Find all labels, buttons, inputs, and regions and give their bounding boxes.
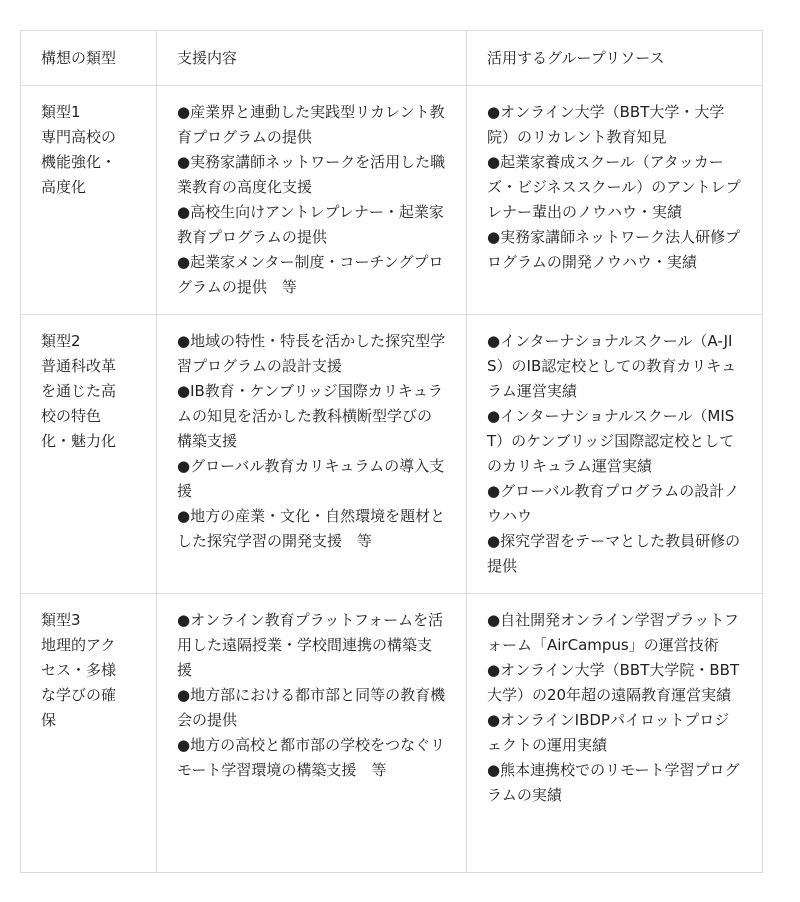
support-item: ●地方の産業・文化・自然環境を題材とした探究学習の開発支援 等 [177,507,446,550]
type-cell [21,315,157,594]
resource-list [487,608,742,808]
support-item: ●地方の高校と都市部の学校をつなぐリモート学習環境の構築支援 等 [177,736,446,779]
support-item: ●グローバル教育カリキュラムの導入支援 [177,457,445,500]
type-cell [21,86,157,315]
resource-cell [467,86,763,315]
resource-item: ●探究学習をテーマとした教員研修の提供 [487,532,741,575]
resource-cell [467,594,763,873]
support-item: ●高校生向けアントレプレナー・起業家教育プログラムの提供 [177,203,444,246]
type-description: 普通科改革を通じた高校の特色化・魅力化 [41,357,117,450]
support-table [20,30,763,873]
resource-item: ●オンライン大学（BBT大学院・BBT大学）の20年超の遠隔教育運営実績 [487,661,740,704]
resource-item: ●自社開発オンライン学習プラットフォーム「AirCampus」の運営技術 [487,611,739,654]
resource-cell [467,315,763,594]
header-row [21,31,763,86]
support-item: ●地域の特性・特長を活かした探究型学習プログラムの設計支援 [177,332,446,375]
type-label: 類型1 [41,103,81,121]
resource-list [487,100,742,275]
type-label: 類型3 [41,611,81,629]
support-item: ●地方部における都市部と同等の教育機会の提供 [177,686,446,729]
support-list [177,608,446,783]
table-row [21,315,763,594]
resource-item: ●グローバル教育プログラムの設計ノウハウ [487,482,740,525]
resource-item: ●インターナショナルスクール（A-JIS）のIB認定校としての教育カリキュラム運営実績 [487,332,737,400]
resource-list [487,329,742,579]
support-cell [157,86,467,315]
type-label: 類型2 [41,332,81,350]
resource-item: ●オンライン大学（BBT大学・大学院）のリカレント教育知見 [487,103,725,146]
table-row [21,594,763,873]
header-support: 支援内容 [157,31,467,86]
table-header [21,31,763,86]
resource-item: ●起業家養成スクール（アタッカーズ・ビジネススクール）のアントレプレナー輩出のノウハウ・実績 [487,153,741,221]
header-type: 構想の類型 [21,31,157,86]
support-list [177,329,446,554]
type-description: 専門高校の機能強化・高度化 [41,128,117,196]
resource-item: ●熊本連携校でのリモート学習プログラムの実績 [487,761,740,804]
resource-item: ●インターナショナルスクール（MIST）のケンブリッジ国際認定校としてのカリキュラム運営実績 [487,407,735,475]
support-item: ●オンライン教育プラットフォームを活用した遠隔授業・学校間連携の構築支援 [177,611,444,679]
type-description: 地理的アクセス・多様な学びの確保 [41,636,117,729]
support-item: ●産業界と連動した実践型リカレント教育プログラムの提供 [177,103,445,146]
table-row [21,86,763,315]
support-item: ●実務家講師ネットワークを活用した職業教育の高度化支援 [177,153,446,196]
support-item: ●IB教育・ケンブリッジ国際カリキュラムの知見を活かした教科横断型学びの構築支援 [177,382,443,450]
type-cell [21,594,157,873]
table-body [21,86,763,873]
support-list [177,100,446,300]
support-cell [157,594,467,873]
support-cell [157,315,467,594]
support-item: ●起業家メンター制度・コーチングプログラムの提供 等 [177,253,444,296]
header-resources: 活用するグループリソース [467,31,763,86]
resource-item: ●実務家講師ネットワーク法人研修プログラムの開発ノウハウ・実績 [487,228,741,271]
resource-item: ●オンラインIBDPパイロットプロジェクトの運用実績 [487,711,730,754]
